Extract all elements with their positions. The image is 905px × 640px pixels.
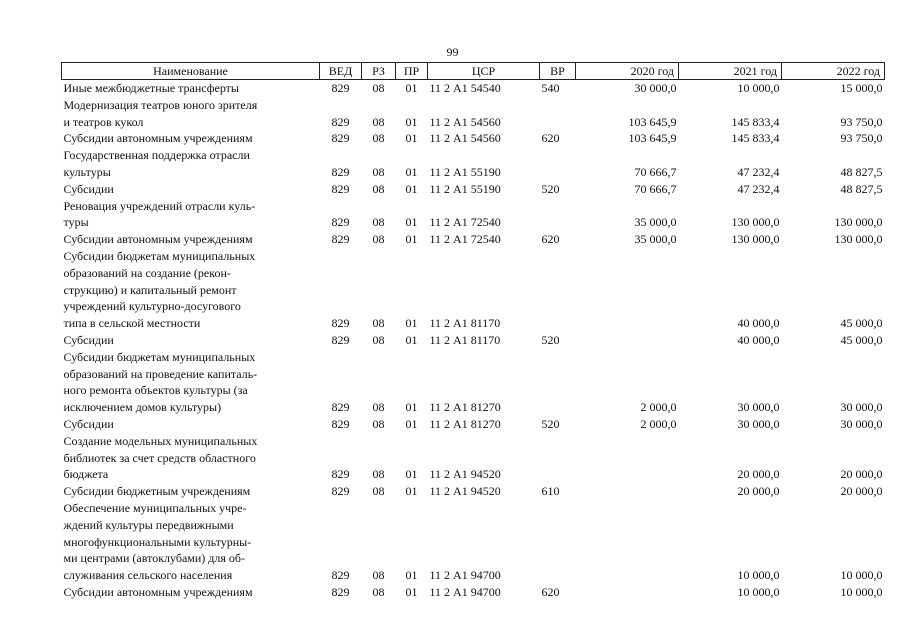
row-name: Субсидии бюджетам муниципальных образований на создание (рекон- струкцию) и капитальный ремонт учреждений культурно-досугового типа в сельской местности [63,248,256,331]
row-amount-2020: 2 000,0 [640,416,677,431]
row-csr: 11 2 А1 72540 [429,232,501,247]
row-name: Субсидии [63,332,114,347]
row-vr [540,248,576,332]
row-amount-2022: 15 000,0 [840,81,883,95]
header-csr: ЦСР [428,63,540,80]
row-csr: 11 2 А1 94700 [429,568,501,583]
row-amount-2020: 30 000,0 [634,81,677,95]
row-ved: 829 [331,400,350,415]
row-rz: 08 [372,584,385,599]
row-amount-2020: 103 645,9 [628,131,677,146]
row-csr: 11 2 А1 81170 [429,332,501,347]
table-row [62,198,885,232]
row-name: Субсидии автономным учреждениям [63,584,253,599]
row-amount-2020: 2 000,0 [640,400,677,415]
row-pr: 01 [405,568,418,583]
row-pr: 01 [405,164,418,179]
row-rz: 08 [372,81,385,95]
row-amount-2022: 93 750,0 [840,131,883,146]
row-vr: 520 [541,332,560,347]
row-rz: 08 [372,232,385,247]
row-amount-2021: 47 232,4 [737,164,780,179]
budget-table [61,62,885,601]
row-vr: 520 [541,181,560,196]
row-amount-2020: 70 666,7 [634,164,677,179]
table-row [62,147,885,181]
table-row [62,349,885,416]
row-amount-2022: 130 000,0 [834,215,883,230]
row-csr: 11 2 А1 54560 [429,114,501,129]
row-amount-2021: 130 000,0 [731,232,780,247]
row-name: Государственная поддержка отрасли культуры [63,148,250,179]
row-amount-2020 [576,584,679,601]
row-ved: 829 [331,215,350,230]
row-rz: 08 [372,181,385,196]
row-amount-2021: 40 000,0 [737,316,780,331]
table-row [62,433,885,483]
row-amount-2022: 30 000,0 [840,416,883,431]
row-csr: 11 2 А1 55190 [429,164,501,179]
row-rz: 08 [372,316,385,331]
row-amount-2021: 20 000,0 [737,484,780,499]
table-row [62,500,885,584]
row-rz: 08 [372,332,385,347]
row-name: Субсидии автономным учреждениям [63,131,253,146]
row-csr: 11 2 А1 54560 [429,131,501,146]
row-amount-2021: 47 232,4 [737,181,780,196]
row-amount-2020: 35 000,0 [634,215,677,230]
row-ved: 829 [331,484,350,499]
row-ved: 829 [331,181,350,196]
row-rz: 08 [372,215,385,230]
row-csr: 11 2 А1 94520 [429,484,501,499]
header-pr: ПР [396,63,428,80]
row-amount-2021: 10 000,0 [737,568,780,583]
row-amount-2021: 145 833,4 [731,114,780,129]
row-amount-2020 [576,500,679,584]
row-csr: 11 2 А1 81270 [429,416,501,431]
row-pr: 01 [405,215,418,230]
row-vr: 620 [541,131,560,146]
row-name: Модернизация театров юного зрителя и театров кукол [63,97,258,129]
row-amount-2022: 45 000,0 [840,316,883,331]
row-name: Субсидии бюджетным учреждениям [63,484,251,499]
header-rz: РЗ [362,63,396,80]
row-pr: 01 [405,484,418,499]
row-pr: 01 [405,400,418,415]
row-csr: 11 2 А1 55190 [429,181,501,196]
row-vr: 620 [541,232,560,247]
table-row [62,483,885,500]
row-name: Обеспечение муниципальных учре- ждений культуры передвижными многофункциональными культурны- ми центрами (автоклубами) для об- служивания сельского населения [63,500,252,583]
page-number: 99 [446,45,459,59]
row-vr [540,97,576,131]
row-rz: 08 [372,484,385,499]
row-amount-2021: 130 000,0 [731,215,780,230]
row-rz: 08 [372,114,385,129]
row-pr: 01 [405,81,418,95]
row-name: Субсидии бюджетам муниципальных образований на проведение капиталь- ного ремонта объектов культуры (за исключением домов культуры) [63,349,258,415]
row-pr: 01 [405,232,418,247]
row-ved: 829 [331,232,350,247]
row-rz: 08 [372,416,385,431]
row-amount-2021: 10 000,0 [737,81,780,95]
row-amount-2022: 48 827,5 [840,164,883,179]
row-name: Создание модельных муниципальных библиотек за счет средств областного бюджета [63,433,258,482]
row-amount-2022: 93 750,0 [840,114,883,129]
table-header [62,63,885,80]
row-ved: 829 [331,467,350,482]
row-amount-2020 [576,332,679,349]
row-pr: 01 [405,114,418,129]
row-csr: 11 2 А1 94700 [429,584,501,599]
row-pr: 01 [405,416,418,431]
row-amount-2020 [576,248,679,332]
row-vr [540,198,576,232]
row-rz: 08 [372,467,385,482]
table-row [62,332,885,349]
row-vr [540,500,576,584]
row-ved: 829 [331,131,350,146]
row-ved: 829 [331,81,350,95]
row-name: Субсидии автономным учреждениям [63,232,253,247]
row-vr: 520 [541,416,560,431]
table-body [62,80,885,601]
header-vr: ВР [540,63,576,80]
row-name: Реновация учреждений отрасли куль- туры [63,198,256,230]
row-amount-2021: 40 000,0 [737,332,780,347]
row-amount-2020 [576,433,679,483]
row-name: Субсидии [63,181,114,196]
row-vr: 610 [541,484,560,499]
table-row [62,416,885,433]
row-amount-2020: 103 645,9 [628,114,677,129]
row-amount-2021: 30 000,0 [737,416,780,431]
header-name: Наименование [62,63,320,80]
row-csr: 11 2 А1 81170 [429,316,501,331]
row-ved: 829 [331,332,350,347]
row-csr: 11 2 А1 72540 [429,215,501,230]
row-ved: 829 [331,416,350,431]
row-csr: 11 2 А1 54540 [429,81,501,95]
row-ved: 829 [331,568,350,583]
header-2020: 2020 год [576,63,679,80]
table-row [62,80,885,97]
table-row [62,248,885,332]
row-rz: 08 [372,164,385,179]
header-ved: ВЕД [320,63,362,80]
row-amount-2022: 45 000,0 [840,332,883,347]
row-csr: 11 2 А1 81270 [429,400,501,415]
header-2022: 2022 год [782,63,885,80]
row-amount-2020 [576,483,679,500]
row-ved: 829 [331,114,350,129]
row-amount-2022: 20 000,0 [840,484,883,499]
row-amount-2021: 20 000,0 [737,467,780,482]
row-pr: 01 [405,467,418,482]
row-name: Субсидии [63,416,114,431]
row-vr: 540 [541,81,560,95]
row-amount-2022: 10 000,0 [840,568,883,583]
row-rz: 08 [372,568,385,583]
row-pr: 01 [405,316,418,331]
row-vr [540,433,576,483]
table-row [62,97,885,131]
row-pr: 01 [405,131,418,146]
row-amount-2021: 10 000,0 [737,584,780,599]
table-row [62,130,885,147]
row-amount-2022: 30 000,0 [840,400,883,415]
row-amount-2020: 70 666,7 [634,181,677,196]
row-vr: 620 [541,584,560,599]
row-amount-2021: 145 833,4 [731,131,780,146]
row-amount-2022: 20 000,0 [840,467,883,482]
row-vr [540,147,576,181]
row-amount-2020: 35 000,0 [634,232,677,247]
row-ved: 829 [331,164,350,179]
table-row [62,584,885,601]
row-ved: 829 [331,584,350,599]
row-csr: 11 2 А1 94520 [429,467,501,482]
row-amount-2022: 10 000,0 [840,584,883,599]
row-pr: 01 [405,584,418,599]
row-name: Иные межбюджетные трансферты [63,81,239,95]
row-amount-2022: 48 827,5 [840,181,883,196]
row-pr: 01 [405,332,418,347]
table-row [62,181,885,198]
row-rz: 08 [372,131,385,146]
row-vr [540,349,576,416]
row-amount-2022: 130 000,0 [834,232,883,247]
row-rz: 08 [372,400,385,415]
row-ved: 829 [331,316,350,331]
table-row [62,231,885,248]
row-amount-2021: 30 000,0 [737,400,780,415]
row-pr: 01 [405,181,418,196]
header-2021: 2021 год [679,63,782,80]
